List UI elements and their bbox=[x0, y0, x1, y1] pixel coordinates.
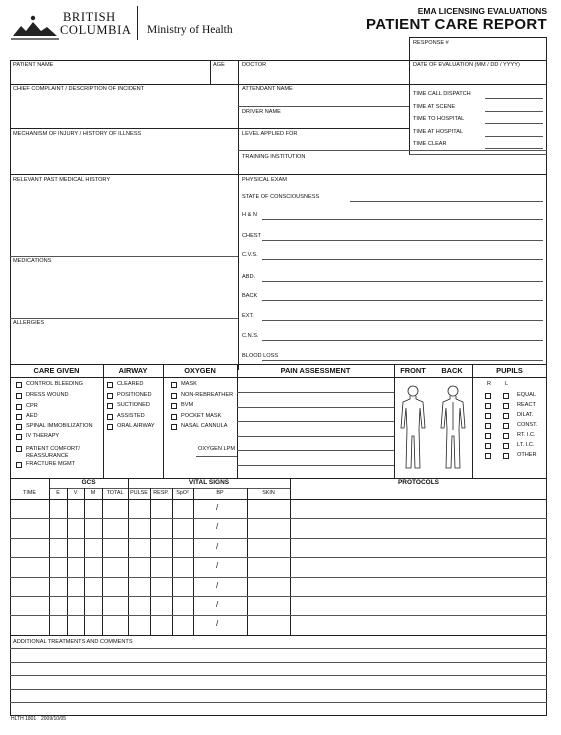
protocols-title: PROTOCOLS bbox=[397, 479, 440, 486]
bc-logo-icon bbox=[11, 14, 59, 42]
exam-item-field[interactable] bbox=[262, 259, 543, 260]
airway-item-label: CLEARED bbox=[117, 381, 144, 387]
airway-item-label: ASSISTED bbox=[117, 412, 145, 419]
pain-assessment-title: PAIN ASSESSMENT bbox=[280, 366, 351, 375]
comment-line[interactable] bbox=[10, 675, 547, 676]
time-field[interactable] bbox=[485, 123, 543, 124]
care-given-title: CARE GIVEN bbox=[33, 366, 80, 375]
airway-item-label: SUCTIONED bbox=[117, 402, 150, 408]
pain-line[interactable] bbox=[237, 407, 394, 408]
exam-item-label: EXT. bbox=[242, 313, 254, 319]
pupil-item-label: OTHER bbox=[517, 452, 537, 458]
airway-item-label: ORAL AIRWAY bbox=[117, 423, 155, 429]
oxygen-lpm-label: OXYGEN LPM bbox=[198, 446, 235, 452]
oxygen-item-label: BVM bbox=[181, 402, 194, 408]
vitals-row[interactable] bbox=[10, 578, 547, 595]
exam-item-field[interactable] bbox=[262, 281, 543, 282]
bp-slash: / bbox=[216, 619, 219, 629]
time-field[interactable] bbox=[485, 136, 543, 137]
vitals-column-header: E bbox=[56, 490, 60, 496]
pupils-title: PUPILS bbox=[496, 366, 523, 375]
care-checkbox[interactable] bbox=[16, 414, 22, 420]
exam-item-label: C.V.S. bbox=[242, 252, 258, 258]
airway-checkbox[interactable] bbox=[107, 424, 113, 430]
exam-item-label: C.N.S. bbox=[242, 333, 259, 339]
response-label: RESPONSE # bbox=[413, 40, 449, 46]
allergies-label: ALLERGIES bbox=[13, 320, 45, 326]
oxygen-lpm-field[interactable] bbox=[196, 456, 237, 457]
pupil-r-checkbox[interactable] bbox=[485, 433, 491, 439]
front-title: FRONT bbox=[400, 366, 426, 375]
pupils-r-label: R bbox=[487, 381, 492, 387]
attendant-name-label: ATTENDANT NAME bbox=[242, 86, 293, 92]
pain-line[interactable] bbox=[237, 465, 394, 466]
care-item-label: AED bbox=[26, 413, 38, 419]
exam-item-field[interactable] bbox=[262, 240, 543, 241]
exam-item-field[interactable] bbox=[262, 219, 543, 220]
airway-checkbox[interactable] bbox=[107, 403, 113, 409]
time-label: TIME TO HOSPITAL bbox=[413, 116, 465, 122]
time-label: TIME AT SCENE bbox=[413, 103, 456, 110]
exam-item-field[interactable] bbox=[262, 300, 543, 301]
exam-item-label: H & N bbox=[242, 212, 257, 218]
body-back-icon bbox=[438, 384, 468, 472]
pupil-item-label: RT. I.C. bbox=[517, 432, 536, 438]
bp-slash: / bbox=[216, 503, 219, 512]
oxygen-item-label: NON-REBREATHER bbox=[181, 391, 234, 398]
comment-line[interactable] bbox=[10, 662, 547, 663]
vitals-row[interactable] bbox=[10, 597, 547, 614]
pupil-r-checkbox[interactable] bbox=[485, 393, 491, 399]
vitals-column-header: SpO² bbox=[176, 490, 189, 496]
time-label: TIME CALL DISPATCH bbox=[413, 91, 471, 97]
pupil-l-checkbox[interactable] bbox=[503, 443, 509, 449]
comment-line[interactable] bbox=[10, 702, 547, 703]
driver-name-label: DRIVER NAME bbox=[242, 109, 281, 115]
exam-item-field[interactable] bbox=[262, 320, 543, 321]
care-checkbox[interactable] bbox=[16, 404, 22, 410]
oxygen-checkbox[interactable] bbox=[171, 382, 177, 388]
care-checkbox[interactable] bbox=[16, 424, 22, 430]
form-date: 2009/10/05 bbox=[41, 716, 67, 722]
airway-item-label: POSITIONED bbox=[117, 391, 152, 398]
pain-line[interactable] bbox=[237, 421, 394, 422]
pupils-l-label: L bbox=[505, 381, 509, 387]
pupil-l-checkbox[interactable] bbox=[503, 393, 509, 399]
vitals-row[interactable] bbox=[10, 500, 547, 517]
exam-item-label: STATE OF CONSCIOUSNESS bbox=[242, 194, 320, 200]
exam-item-label: BACK bbox=[242, 293, 258, 299]
bp-slash: / bbox=[216, 561, 219, 571]
form-number: HLTH 1801 bbox=[11, 716, 37, 722]
bp-slash: / bbox=[216, 541, 219, 551]
vitals-column-header: RESP. bbox=[153, 490, 169, 496]
mechanism-label: MECHANISM OF INJURY / HISTORY OF ILLNESS bbox=[13, 131, 142, 137]
time-field[interactable] bbox=[485, 148, 543, 149]
body-front-icon bbox=[398, 384, 428, 472]
comment-line[interactable] bbox=[10, 689, 547, 690]
pupil-l-checkbox[interactable] bbox=[503, 433, 509, 439]
exam-item-label: ABD. bbox=[242, 274, 256, 280]
pain-line[interactable] bbox=[237, 436, 394, 437]
bp-slash: / bbox=[216, 600, 219, 609]
vitals-row[interactable] bbox=[10, 616, 547, 633]
logo-line-1: BRITISH bbox=[63, 10, 116, 24]
comments-label: ADDITIONAL TREATMENTS AND COMMENTS bbox=[13, 639, 133, 645]
exam-item-field[interactable] bbox=[262, 360, 543, 361]
comment-line[interactable] bbox=[10, 648, 547, 649]
care-checkbox[interactable] bbox=[16, 393, 22, 399]
pupil-l-checkbox[interactable] bbox=[503, 413, 509, 419]
patient-name-label: PATIENT NAME bbox=[13, 62, 54, 68]
doctor-label: DOCTOR bbox=[242, 62, 267, 68]
care-item-label: DRESS WOUND bbox=[26, 392, 69, 398]
pupil-r-checkbox[interactable] bbox=[485, 403, 491, 409]
report-title: PATIENT CARE REPORT bbox=[366, 16, 547, 33]
oxygen-item-label: POCKET MASK bbox=[181, 412, 222, 419]
vitals-row[interactable] bbox=[10, 539, 547, 556]
vitals-row[interactable] bbox=[10, 558, 547, 575]
chief-complaint-label: CHIEF COMPLAINT / DESCRIPTION OF INCIDENT bbox=[13, 86, 145, 92]
physical-exam-title: PHYSICAL EXAM bbox=[242, 177, 287, 183]
care-item-label: PATIENT COMFORT/ REASSURANCE bbox=[26, 446, 80, 459]
pupil-r-checkbox[interactable] bbox=[485, 423, 491, 429]
vitals-row[interactable] bbox=[10, 519, 547, 536]
care-checkbox[interactable] bbox=[16, 434, 22, 440]
date-eval-label: DATE OF EVALUATION (MM / DD / YYYY) bbox=[413, 62, 520, 68]
care-checkbox[interactable] bbox=[16, 446, 22, 452]
level-applied-label: LEVEL APPLIED FOR bbox=[242, 131, 298, 137]
oxygen-checkbox[interactable] bbox=[171, 424, 177, 430]
pupil-item-label: EQUAL bbox=[517, 392, 536, 398]
care-item-label: SPINAL IMMOBILIZATION bbox=[26, 423, 93, 429]
oxygen-checkbox[interactable] bbox=[171, 403, 177, 409]
vitals-column-header: PULSE bbox=[130, 490, 148, 496]
care-checkbox[interactable] bbox=[16, 382, 22, 388]
past-history-label: RELEVANT PAST MEDICAL HISTORY bbox=[13, 177, 111, 183]
vitals-bottom-border bbox=[10, 635, 547, 636]
ministry-name: Ministry of Health bbox=[147, 24, 233, 36]
back-title: BACK bbox=[441, 366, 463, 375]
age-label: AGE bbox=[213, 62, 225, 68]
pupil-r-checkbox[interactable] bbox=[485, 443, 491, 449]
pupil-item-label: LT. I.C. bbox=[517, 442, 535, 448]
time-field[interactable] bbox=[485, 98, 543, 99]
airway-checkbox[interactable] bbox=[107, 393, 113, 399]
airway-checkbox[interactable] bbox=[107, 382, 113, 388]
time-label: TIME AT HOSPITAL bbox=[413, 128, 464, 135]
pupil-item-label: REACT bbox=[517, 402, 536, 408]
exam-item-label: BLOOD LOSS bbox=[242, 353, 279, 359]
oxygen-checkbox[interactable] bbox=[171, 393, 177, 399]
vitals-column-header: TIME bbox=[23, 490, 36, 496]
pain-line[interactable] bbox=[237, 392, 394, 393]
pupil-l-checkbox[interactable] bbox=[503, 403, 509, 409]
oxygen-title: OXYGEN bbox=[184, 366, 216, 375]
care-item-label: CONTROL BLEEDING bbox=[26, 381, 83, 387]
pupil-item-label: CONST. bbox=[517, 422, 538, 428]
care-item-label: FRACTURE MGMT bbox=[26, 461, 76, 467]
bp-slash: / bbox=[216, 522, 219, 532]
gcs-title: GCS bbox=[81, 479, 96, 486]
medications-label: MEDICATIONS bbox=[13, 258, 52, 264]
logo-line-2: COLUMBIA bbox=[60, 23, 132, 37]
airway-title: AIRWAY bbox=[118, 366, 148, 375]
exam-item-field[interactable] bbox=[262, 340, 543, 341]
pupil-l-checkbox[interactable] bbox=[503, 423, 509, 429]
oxygen-item-label: NASAL CANNULA bbox=[181, 423, 228, 429]
oxygen-checkbox[interactable] bbox=[171, 414, 177, 420]
care-item-label: IV THERAPY bbox=[26, 433, 60, 439]
care-item-label: CPR bbox=[26, 403, 38, 409]
pain-line[interactable] bbox=[237, 450, 394, 451]
exam-item-label: CHEST bbox=[242, 233, 261, 239]
pupil-r-checkbox[interactable] bbox=[485, 413, 491, 419]
vitals-column-header: TOTAL bbox=[106, 490, 124, 496]
pupil-r-checkbox[interactable] bbox=[485, 453, 491, 459]
time-label: TIME CLEAR bbox=[413, 141, 447, 147]
pupil-item-label: DILAT. bbox=[517, 412, 534, 418]
oxygen-item-label: MASK bbox=[181, 381, 197, 387]
eval-title: EMA LICENSING EVALUATIONS bbox=[417, 6, 547, 16]
airway-checkbox[interactable] bbox=[107, 414, 113, 420]
vitals-column-header: BP bbox=[216, 490, 224, 496]
pupil-l-checkbox[interactable] bbox=[503, 453, 509, 459]
exam-item-field[interactable] bbox=[350, 201, 543, 202]
vitals-column-header: SKIN bbox=[262, 490, 275, 496]
care-checkbox[interactable] bbox=[16, 462, 22, 468]
vital-signs-title: VITAL SIGNS bbox=[188, 479, 230, 486]
training-institution-label: TRAINING INSTITUTION bbox=[242, 154, 306, 160]
logo-divider bbox=[137, 6, 138, 40]
vitals-column-header: M bbox=[90, 490, 96, 496]
vitals-column-header: V bbox=[73, 490, 78, 496]
time-field[interactable] bbox=[485, 111, 543, 112]
bp-slash: / bbox=[216, 580, 219, 590]
